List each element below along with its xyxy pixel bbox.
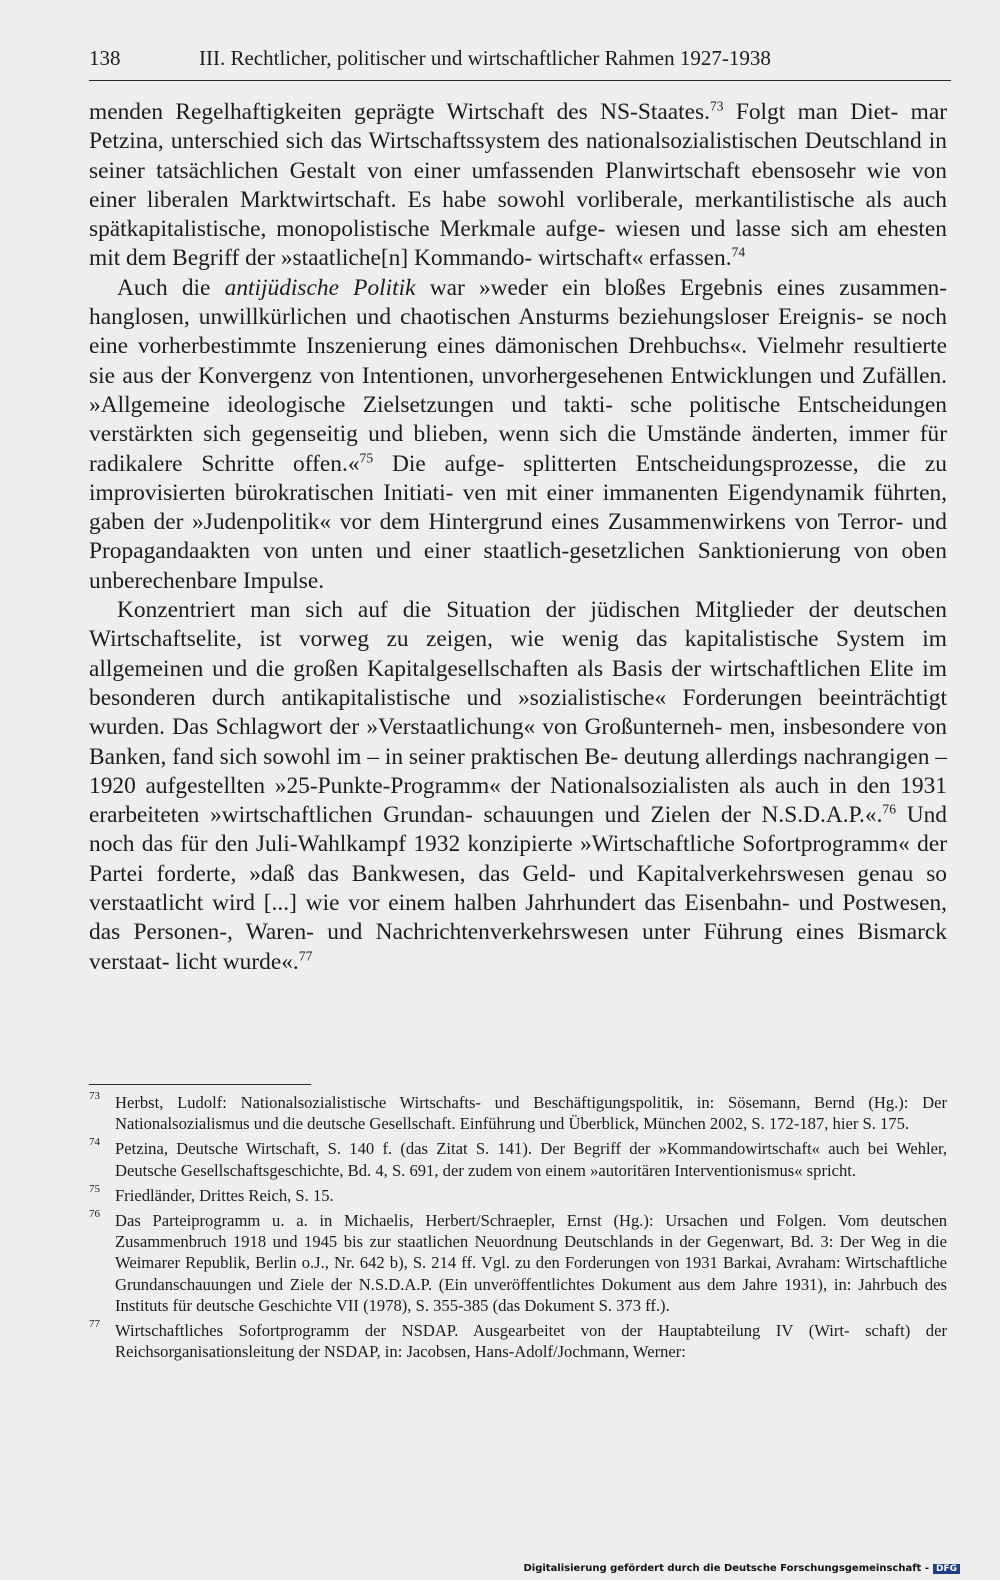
footnote-text: Petzina, Deutsche Wirtschaft, S. 140 f. (das Zitat S. 141). Der Begriff der »Kommandowirtschaft« auch bei Wehler, Deutsche Gesellschaftsgeschichte, Bd. 4, S. 691, der zudem von einem »autoritären Interventionismus« spricht.: [115, 1139, 947, 1180]
running-title: III. Rechtlicher, politischer und wirtschaftlicher Rahmen 1927-1938: [199, 46, 771, 70]
text-run: Auch die: [117, 274, 225, 301]
footnote-text: Friedländer, Drittes Reich, S. 15.: [115, 1185, 334, 1205]
footnotes: [89, 1092, 947, 1366]
header-rule: [89, 80, 951, 81]
footnote-ref-76[interactable]: 76: [882, 801, 896, 817]
footnote-number: 73: [89, 1090, 100, 1102]
footnote: [89, 1182, 947, 1206]
main-text: [89, 98, 947, 977]
footnote-ref-75[interactable]: 75: [359, 450, 374, 466]
text-run: Die aufge- splitterten Entscheidungsprozesse, die zu improvisierten bürokratischen Initiati- ven mit einer immanenten Eigendynamik führten, gaben der »Judenpolitik« vor dem Hintergrund eines Zusammenwirkens von Terror- und Propagandaakten von unten und einer staatlich-gesetzlichen Sanktionierung von oben unberechenbare Impulse.: [89, 450, 947, 594]
text-run: menden Regelhaftigkeiten geprägte Wirtschaft des NS-Staates.: [89, 99, 710, 125]
page-number: 138: [89, 46, 121, 70]
footnote-ref-77[interactable]: 77: [298, 948, 313, 964]
text-run: Konzentriert man sich auf die Situation der jüdischen Mitglieder der deutschen Wirtschaftselite, ist vorweg zu zeigen, wie wenig das kapitalistische System im allgemeinen und die großen Kapitalgesellschaften als Basis der wirtschaftlichen Elite im besonderen durch antikapitalistische und »sozialistische« Forderungen beeinträchtigt wurden. Das Schlagwort der »Verstaatlichung« von Großunterneh- men, insbesondere von Banken, fand sich sowohl im – in seiner praktischen Be- deutung allerdings nachrangigen – 1920 aufgestellten »25-Punkte-Programm« der Nationalsozialisten als auch in den 1931 erarbeiteten »wirtschaftlichen Grundan- schauungen und Zielen der N.S.D.A.P.«.: [89, 597, 947, 829]
text-run: war »weder ein bloßes Ergebnis eines zusammen- hanglosen, unwillkürlichen und chaotischen Ansturms beziehungsloser Ereignis- se noch eine vorherbestimmte Inszenierung eines dämonischen Drehbuchs«. Vielmehr resultierte sie aus der Konvergenz von Intentionen, unvorhergesehenen Entwicklungen und Zufällen. »Allgemeine ideologische Zielsetzungen und takti- sche politische Entscheidungen verstärkten sich gegenseitig und blieben, wenn sich die Umstände änderten, immer für radikalere Schritte offen.«: [89, 274, 947, 477]
footnote-number: 77: [89, 1318, 100, 1331]
text-run: Und noch das für den Juli-Wahlkampf 1932 konzipierte »Wirtschaftliche Sofortprogramm« der Partei forderte, »daß das Bankwesen, das Geld- und Kapitalverkehrswesen genau so verstaatlicht wird [...] wie vor einem halben Jahrhundert das Eisenbahn- und Postwesen, das Personen-, Waren- und Nachrichtenverkehrswesen unter Führung eines Bismarck verstaat- licht wurde«.: [89, 802, 947, 975]
paragraph-2: [89, 274, 947, 596]
text-run: Folgt man Diet- mar Petzina, unterschied sich das Wirtschaftssystem des nationalsozialistischen Deutschland in seiner tatsächlichen Gestalt von einer umfassenden Planwirtschaft ebensosehr wie von einer liberalen Marktwirtschaft. Es habe sowohl vorliberale, merkantilistische als auch spätkapitalistische, monopolistische Merkmale aufge- wiesen und lasse sich am ehesten mit dem Begriff der »staatliche[n] Kommando- wirtschaft« erfassen.: [89, 99, 948, 272]
credit-text: Digitalisierung gefördert durch die Deutsche Forschungsgemeinschaft -: [523, 1563, 929, 1574]
footnote: [89, 1138, 947, 1180]
dfg-logo: DFG: [933, 1564, 960, 1574]
footnote-number: 74: [89, 1136, 100, 1149]
paragraph-1: [89, 98, 947, 274]
running-head: [89, 44, 951, 72]
italic-term: antijüdische Politik: [224, 274, 416, 301]
footnote-text: Herbst, Ludolf: Nationalsozialistische Wirtschafts- und Beschäftigungspolitik, in: Sösemann, Bernd (Hg.): Der Nationalsozialismus und die deutsche Gesellschaft. Einführung und Überblick, München 2002, S. 172-187, hier S. 175.: [115, 1093, 947, 1134]
footnote-rule: [89, 1084, 311, 1085]
paragraph-3: [89, 596, 947, 977]
footnote: [89, 1320, 947, 1362]
footnote-text: Das Parteiprogramm u. a. in Michaelis, Herbert/Schraepler, Ernst (Hg.): Ursachen und Folgen. Vom deutschen Zusammenbruch 1918 und 1945 bis zur staatlichen Neuordnung Deutschlands in der Gegenwart, Bd. 3: Der Weg in die Weimarer Republik, Berlin o.J., Nr. 642 b), S. 214 ff. Vgl. zu den Forderungen von 1931 Barkai, Avraham: Wirtschaftliche Grundanschauungen und Ziele der N.S.D.A.P. (Ein unveröffentlichtes Dokument aus dem Jahre 1931), in: Jahrbuch des Instituts für deutsche Geschichte VII (1978), S. 355-385 (das Dokument S. 373 ff.).: [115, 1211, 947, 1315]
footnote-number: 75: [89, 1182, 100, 1195]
digitization-credit: [523, 1563, 960, 1574]
footnote: [89, 1210, 947, 1316]
footnote-text: Wirtschaftliches Sofortprogramm der NSDAP. Ausgearbeitet von der Hauptabteilung IV (Wirt- schaft) der Reichsorganisationsleitung der NSDAP, in: Jacobsen, Hans-Adolf/Jochmann, Werner:: [115, 1321, 947, 1362]
footnote: [89, 1092, 947, 1134]
footnote-number: 76: [89, 1208, 100, 1221]
footnote-ref-73[interactable]: 73: [709, 98, 724, 114]
footnote-ref-74[interactable]: 74: [731, 245, 746, 261]
